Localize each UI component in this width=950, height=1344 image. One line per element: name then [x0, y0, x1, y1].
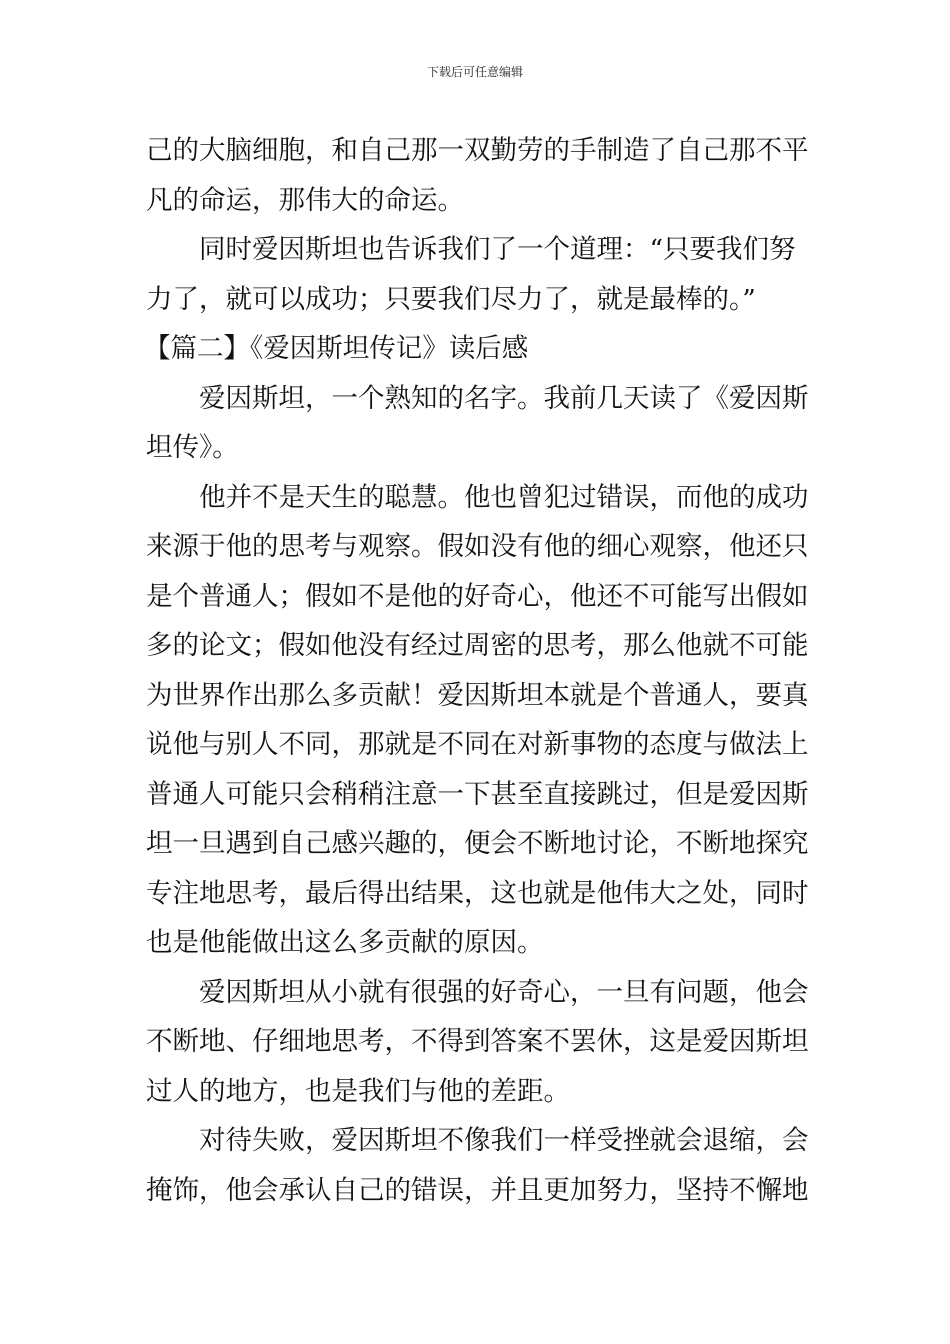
text-line: 坦传》。: [146, 432, 239, 463]
text-line: 是个普通人；假如不是他的好奇心，他还不可能写出假如: [146, 580, 809, 612]
text-line: 也是他能做出这么多贡献的原因。: [146, 927, 544, 958]
paragraph-start-line: 他并不是天生的聪慧。他也曾犯过错误，而他的成功: [199, 481, 809, 513]
paragraph-start-line: 对待失败，爱因斯坦不像我们一样受挫就会退缩，会: [199, 1125, 809, 1156]
text-line: 说他与别人不同，那就是不同在对新事物的态度与做法上: [146, 729, 809, 760]
text-line: 普通人可能只会稍稍注意一下甚至直接跳过，但是爱因斯: [146, 778, 809, 810]
page-header: 下载后可任意编辑: [426, 65, 523, 79]
section-heading: 【篇二】《爱因斯坦传记》读后感: [144, 333, 529, 364]
text-line: 力了，就可以成功；只要我们尽力了，就是最棒的。”: [146, 283, 756, 315]
paragraph-start-line: 爱因斯坦，一个熟知的名字。我前几天读了《爱因斯: [199, 382, 809, 414]
paragraph-start-line: 同时爱因斯坦也告诉我们了一个道理：“只要我们努: [199, 234, 796, 265]
text-line: 坦一旦遇到自己感兴趣的，便会不断地讨论，不断地探究: [146, 828, 809, 859]
text-line: 掩饰，他会承认自己的错误，并且更加努力，坚持不懈地: [146, 1174, 809, 1206]
text-line: 多的论文；假如他没有经过周密的思考，那么他就不可能: [146, 630, 809, 661]
text-line: 不断地、仔细地思考，不得到答案不罢休，这是爱因斯坦: [146, 1026, 809, 1057]
paragraph-start-line: 爱因斯坦从小就有很强的好奇心，一旦有问题，他会: [199, 976, 809, 1008]
text-line: 专注地思考，最后得出结果，这也就是他伟大之处，同时: [146, 877, 809, 909]
text-line: 来源于他的思考与观察。假如没有他的细心观察，他还只: [146, 531, 809, 562]
text-line: 过人的地方，也是我们与他的差距。: [146, 1075, 570, 1107]
text-line: 为世界作出那么多贡献！爱因斯坦本就是个普通人，要真: [146, 679, 809, 711]
text-line: 凡的命运，那伟大的命运。: [146, 184, 464, 216]
text-line: 己的大脑细胞，和自己那一双勤劳的手制造了自己那不平: [146, 135, 809, 166]
document-body: [146, 126, 810, 1215]
